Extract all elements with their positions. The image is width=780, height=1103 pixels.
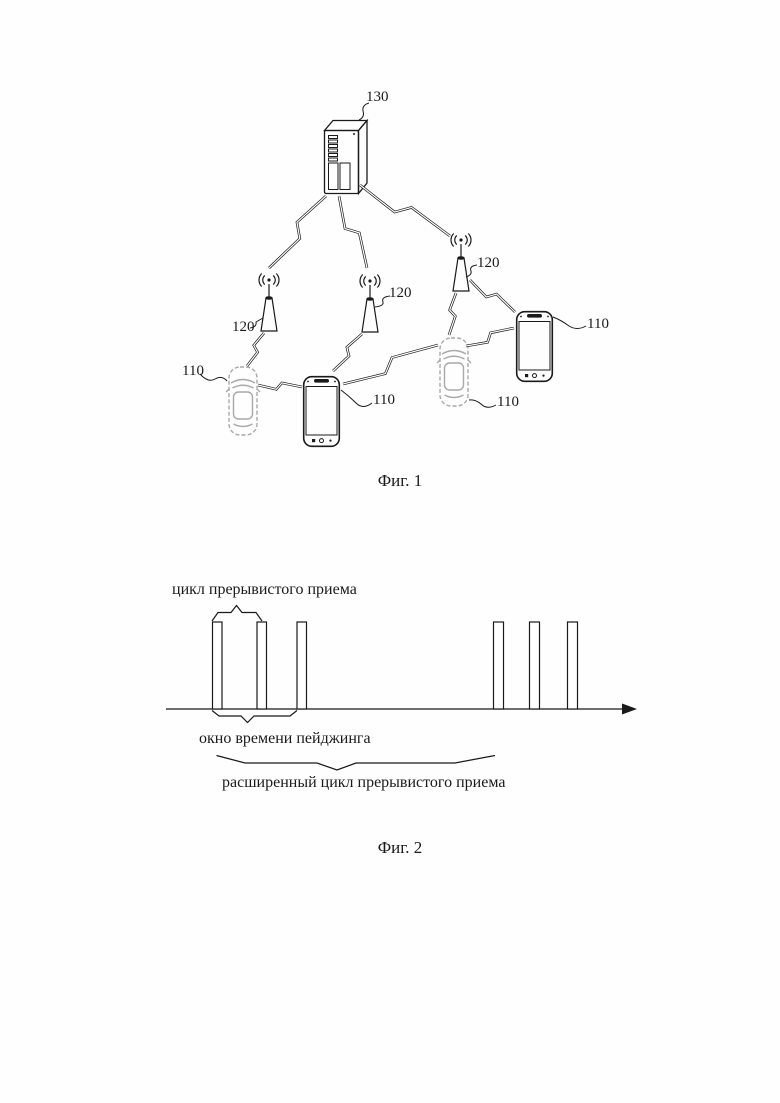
- ref-label-110-car-left: 110: [182, 363, 204, 379]
- ref-label-120-right: 120: [477, 255, 500, 271]
- ref-label-110-phone-left: 110: [373, 392, 395, 408]
- radio-link-bsright-phone: [470, 280, 515, 312]
- leader-110-car-left: [200, 374, 227, 381]
- leader-lines: [200, 103, 586, 407]
- radio-link-bsmid-phone: [333, 334, 362, 371]
- paging-occasion-pulse: [494, 622, 504, 709]
- phone-terminal-left: [304, 377, 340, 447]
- radio-link-carmid-phone: [466, 328, 514, 346]
- leader-110-phone-right: [553, 317, 586, 329]
- edrx-cycle-label: расширенный цикл прерывистого приема: [222, 774, 506, 791]
- leader-120-middle: [375, 296, 390, 307]
- paging-occasion-pulse: [257, 622, 267, 709]
- radio-link-car-phone-left: [258, 383, 302, 389]
- paging-occasion-pulse: [213, 622, 223, 709]
- radio-link-server-bs-right: [360, 185, 450, 236]
- time-axis-arrowhead: [622, 704, 637, 715]
- ref-label-120-middle: 120: [389, 285, 412, 301]
- ref-label-110-phone-right: 110: [587, 316, 609, 332]
- figure1-caption: Фиг. 1: [377, 471, 423, 490]
- leader-130: [359, 103, 369, 120]
- radio-link-phone-carmid: [343, 345, 438, 384]
- phone-terminal-right: [517, 312, 553, 382]
- edrx-cycle-brace: [217, 756, 496, 771]
- base-station-left: [259, 274, 279, 332]
- paging-occasion-pulse: [297, 622, 307, 709]
- radio-link-bsleft-car: [247, 333, 264, 366]
- figure2-caption: Фиг. 2: [377, 838, 423, 857]
- base-station-right: [451, 234, 471, 292]
- paging-occasion-pulse: [530, 622, 540, 709]
- radio-link-bsright-carmid: [449, 293, 456, 335]
- leader-120-right: [466, 265, 477, 277]
- vehicle-terminal-middle: [437, 338, 471, 406]
- paging-occasion-pulse: [568, 622, 578, 709]
- paging-window-brace: [212, 711, 297, 723]
- ref-label-130: 130: [366, 89, 389, 105]
- leader-110-car-middle: [469, 400, 496, 407]
- core-network-server: [325, 121, 368, 194]
- drx-cycle-label: цикл прерывистого приема: [172, 581, 357, 598]
- drx-cycle-brace: [212, 606, 262, 622]
- ref-label-120-left: 120: [232, 319, 255, 335]
- vehicle-terminal-left: [226, 367, 260, 435]
- radio-link-server-bs-left: [269, 196, 326, 268]
- leader-110-phone-left: [341, 390, 372, 407]
- ref-label-110-car-middle: 110: [497, 394, 519, 410]
- radio-link-server-bs-middle: [339, 196, 367, 268]
- paging-window-label: окно времени пейджинга: [199, 730, 371, 747]
- base-station-middle: [360, 275, 380, 333]
